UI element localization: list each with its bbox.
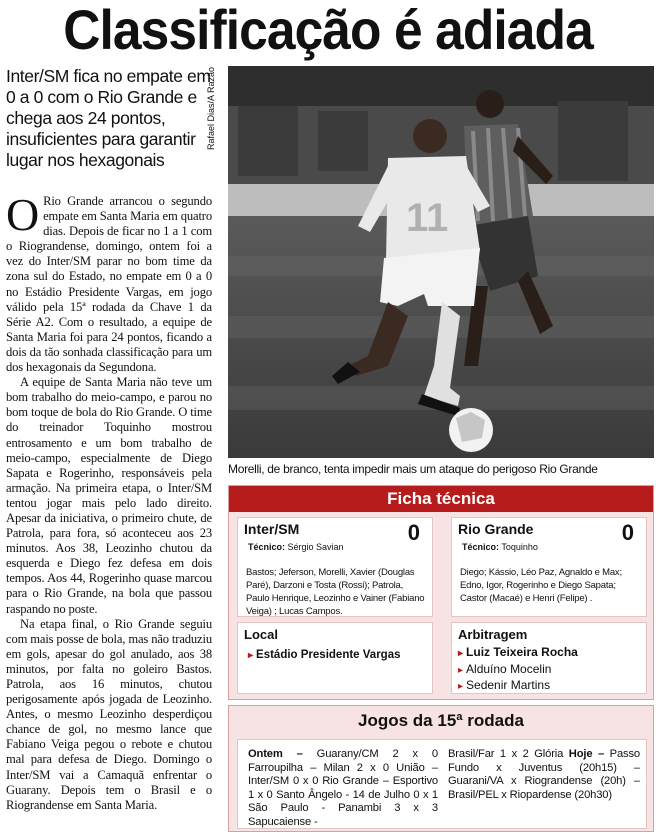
today-label: Hoje –: [568, 748, 605, 760]
today-fixtures: Passo Fundo x Juventus (20h15) – Guarani/VA x Riograndense (20h) – Brasil/PEL x Riopardense (20h30): [448, 748, 640, 801]
venue-name: ▸ Estádio Presidente Vargas: [248, 649, 400, 661]
referee-item: ▸ Sedenir Martins: [458, 678, 578, 695]
yesterday-results-continued: Brasil/Far 1 x 2 Glória: [448, 748, 564, 760]
photo-caption: Morelli, de branco, tenta impedir mais um ataque do perigoso Rio Grande: [228, 462, 598, 476]
coach-label: Técnico:: [462, 542, 500, 552]
home-coach: [248, 542, 344, 552]
drop-cap: O: [6, 189, 40, 240]
away-lineup: Diego; Kássio, Léo Paz, Agnaldo e Max; Edno, Igor, Rogerinho e Diego Sapata; Castor (Macaé) e Henri (Felipe) .: [460, 567, 622, 604]
article-paragraph: Na etapa final, o Rio Grande seguiu com mais posse de bola, mas não traduziu em gols, apesar do gol anulado, aos 38 minutos, por falta no goleiro Bastos. Patrola, aos 16 minutos, chutou perigosamente após jogada de Leozinho. Antes, o mesmo Leozinho desperdiçou chance de gol, no mesmo lance que Fabiano Veiga pegou o rebote e chutou mal para defesa de Diego. Domingo o Inter/SM vai a Camaquã enfrentar o Guarany. Depois tem o Brasil e o Riograndense em Santa Maria.: [6, 616, 212, 812]
venue-box: [237, 622, 433, 694]
away-team-name: Rio Grande: [458, 521, 534, 537]
round-games-title: Jogos da 15ª rodada: [358, 711, 524, 730]
home-lineup: Bastos; Jeferson, Morelli, Xavier (Douglas Paré), Darzoni e Tosta (Rossi); Patrola, Paulo Henrique, Leozinho e Vainer (Fabiano Veiga) ; Lucas Campos.: [246, 567, 425, 617]
results-yesterday: [248, 748, 438, 830]
home-team-name: Inter/SM: [244, 521, 300, 537]
referee-box: [451, 622, 647, 694]
coach-name: Toquinho: [501, 542, 538, 552]
yesterday-results: Guarany/CM 2 x 0 Farroupilha – Milan 2 x 0 União – Inter/SM 0 x 0 Rio Grande – Esportivo 1 x 0 Santo Ângelo - 14 de Julho 0 x 1 São Paulo - Panambi 3 x 3 Sapucaiense -: [248, 748, 438, 828]
results-today: [448, 748, 640, 802]
article-body: [6, 189, 212, 834]
local-heading: Local: [244, 627, 278, 642]
match-photo: [228, 66, 654, 458]
coach-label: Técnico:: [248, 542, 286, 552]
away-team-box: [451, 517, 647, 617]
photo-credit: Rafael Dias/A Razão: [206, 66, 216, 150]
referee-list: [458, 645, 578, 695]
referee-item: ▸ Alduíno Mocelin: [458, 662, 578, 679]
yesterday-label: Ontem –: [248, 748, 303, 760]
away-team-score: 0: [621, 520, 634, 545]
ficha-tecnica-box: [228, 485, 654, 700]
article-paragraph: [6, 189, 212, 375]
svg-text:11: 11: [406, 196, 449, 240]
referee-item: ▸ Luiz Teixeira Rocha: [458, 645, 578, 662]
arbitragem-heading: Arbitragem: [458, 627, 528, 642]
paragraph-text: Rio Grande arrancou o segundo empate em Santa Maria em quatro dias. Depois de ficar no 1 a 1 com o Riograndense, domingo, ontem foi a vez do Inter/SM parar no bom time da zona sul do Estado, no empate em 0 a 0 no Estádio Presidente Vargas, em jogo válido pela 15ª rodada da Chave 1 da Série A2. Com o resultado, a equipe de Santa Maria foi para 24 pontos, ficando a dois da tão sonhada classificação para um dos hexagonais da Segundona.: [6, 194, 212, 375]
away-coach: [462, 542, 538, 552]
ficha-title: Ficha técnica: [229, 486, 653, 512]
coach-name: Sérgio Savian: [287, 542, 344, 552]
headline: Classificação é adiada: [63, 0, 593, 61]
lede: Inter/SM fica no empate em 0 a 0 com o Rio Grande e chega aos 24 pontos, insuficientes para garantir lugar nos hexagonais: [6, 66, 211, 170]
round-games-body: [237, 739, 647, 829]
home-team-box: [237, 517, 433, 617]
article-paragraph: A equipe de Santa Maria não teve um bom trabalho do meio-campo, e parou no bom toque de bola do Rio Grande. O time do treinador Toquinho mostrou entrosamento e um bom trabalho de meio-campo, especialmente de Diego Sapata e Rogerinho, responsáveis pela armação. Na primeira etapa, o Inter/SM tentou jogar mais pelo lado direito. Apesar da iniciativa, o primeiro chute, de Patrola, para fora, só aconteceu aos 23 minutos. Aos 38, Leozinho chutou da esquerda e Diego fez defesa em dois tempos. Aos 44, Rogerinho quase marcou para o Rio Grande, na bola que passou raspando no poste.: [6, 375, 212, 616]
match-photo-illustration: [228, 66, 654, 458]
home-team-score: 0: [407, 520, 420, 545]
round-games-box: [228, 705, 654, 832]
